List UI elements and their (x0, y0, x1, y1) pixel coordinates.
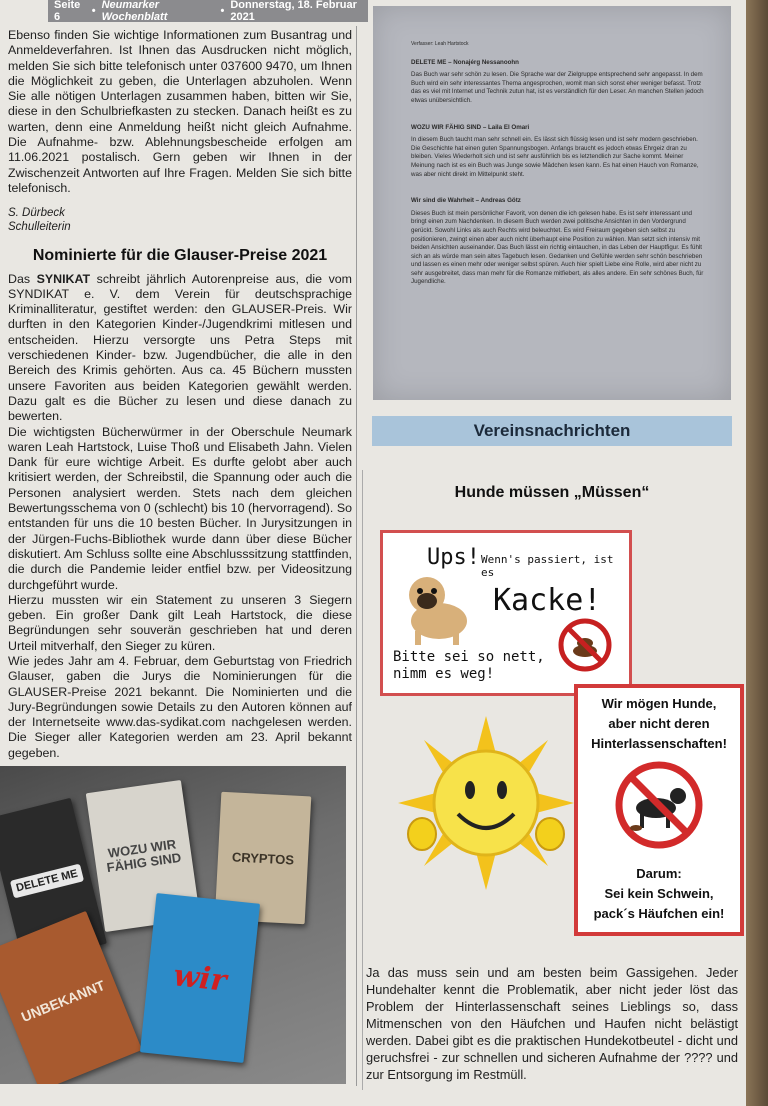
dog-article-body: Ja das muss sein und am besten beim Gassigehen. Jeder Hundehalter kennt die Problematik, aber nicht jeder löst das Problem der Hinterlassenschaft seines Lieblings so, dass Mitmenschen von den Häufchen und Haufen nicht belästigt werden. Dabei gibt es die praktischen Hundekotbeutel - dicht und geruchsfrei - zur schnellen und sicheren Aufnahme der ???? und zur Entsorgung im Restmüll. (366, 965, 738, 1082)
article-text: Das (8, 271, 37, 286)
article-text: schreibt jährlich Autorenpreise aus, die vom SYNDIKAT e. V. dem Verein für deutschsprachige Kriminalliteratur, gestiftet werden: den GLAUSER-Preis. Wir durften in den Kategorien Kinder-/Jugendkrimi mitlesen und entscheiden. Hierzu versorgte uns Petra Steps mit verschiedenen Kinder- bzw. Jugendbücher, die alle in den Bereich des Krimis gehörten. Aus ca. 45 Büchern mussten unsere Favoriten aus beiden Kategorien gewählt werden. Dazu galt es die Bücher zu lesen und diese danach zu bewerten. (8, 271, 352, 424)
article-heading: Nominierte für die Glauser-Preise 2021 (32, 247, 328, 265)
book-title: UNBEKANNT (18, 976, 108, 1026)
page-number: Seite 6 (54, 0, 81, 23)
book-unbekannt (0, 911, 142, 1084)
column-divider (362, 470, 363, 1090)
section-bar: Vereinsnachrichten (372, 416, 732, 446)
pug-icon (395, 569, 483, 647)
books-photo (0, 766, 346, 1084)
signature-role: Schulleiterin (8, 221, 71, 234)
sign-line: Hinterlassenschaften! (591, 736, 727, 751)
signature (8, 206, 352, 234)
review-scan (373, 6, 731, 400)
header-separator: • (91, 5, 96, 17)
sign-line: Sei kein Schwein, (604, 886, 714, 901)
review-text: In diesem Buch taucht man sehr schnell ein. Es lässt sich flüssig lesen und ist sehr modern geschrieben. Die Geschichte hat einen guten Spannungsbogen. Anfangs braucht es jedoch etwas Ehrgeiz dran zu bleiben. Vieles Wiederholt sich und ist sehr ausführlich bis es letztendlich zur Sache kommt. Meiner Meinung nach ist es ein Buch was Junge sowie Mädchen lesen kann. Es hat einen Hauch von Romanze, was aber nicht direkt im Mittelpunkt steht. (411, 136, 699, 178)
review-heading: Wir sind die Wahrheit – Andreas Götz (411, 197, 521, 205)
review-heading: DELETE ME – Nonajérg Nessanoohn (411, 58, 519, 66)
scan-byline: Verfasser: Leah Hartstock (411, 41, 469, 47)
book-title: CRYPTOS (231, 848, 295, 868)
sign-bitte-line: Bitte sei so nett, (393, 649, 545, 665)
review-text: Dieses Buch ist mein persönlicher Favorit, von denen die ich gelesen habe. Es ist sehr interessant und bringt einen zum Nachdenken. In diesem Buch werden zwei politische Ansichten in den Vordergrund gerückt. Sowohl Links als auch Rechts wird beleuchtet. Es wird Freiraum gegeben sich selbst zu positionieren, zwingt einen aber auch nicht überhaupt eine Position zu wählen. Man setzt sich intensiv mit beiden Ansichten auseinander. Das Buch lässt ein richtig eintauchen, in das Leben der Hauptfigur. Es fühlt sich an als würde man sein altes Tagebuch lesen. Gedanken und Gefühle werden sehr schön beschrieben und lassen es einen mehr oder weniger selbst spüren. Auch hier spielt Liebe eine Rolle, wird aber nicht zu sehr ausgebreitet, dass man mehr für die Romanze mitfiebert, als alles andere. Ein sehr schönes Buch, für Jugendliche. (411, 209, 704, 286)
no-poop-icon (557, 617, 613, 673)
review-heading: WOZU WIR FÄHIG SIND – Laila El Omari (411, 123, 530, 131)
sign-bottom-text (578, 864, 740, 924)
newspaper-name: Neumarker Wochenblatt (101, 0, 168, 23)
sign-wenns-text: Wenn's passiert, ist es (481, 553, 614, 579)
sign-bitte-line: nimm es weg! (393, 666, 495, 682)
article-paragraph: Die wichtigsten Bücherwürmer in der Oberschule Neumark waren Leah Hartstock, Luise Thoß und Elisabeth Jahn. Vielen Dank für eure wichtige Arbeit. Es durfte gelobt aber auch kritisiert werden, der Schreibstil, die Spannung oder auch die Personen analysiert werden. Stets nach dem gleichen Bewertungsschema von 0 (schlecht) bis 10 (hervorragend). So entstanden für uns die 10 besten Bücher. In Jurysitzungen in der Jürgen-Fuchs-Bibliothek wurde dann über diese Bücher diskutiert. Am Schluss sollte eine Abschlusssitzung stattfinden, die durch die Pandemie leider entfiel bzw. per Videositzung durchgeführt wurde. (8, 424, 352, 592)
sign-ups-text: Ups! (427, 545, 480, 570)
no-dog-poop-sign (574, 684, 744, 936)
dog-article-title: Hunde müssen „Müssen“ (454, 484, 650, 501)
column-divider (356, 26, 357, 1086)
no-dog-icon (610, 760, 708, 850)
smiling-sun-icon (396, 714, 576, 892)
sign-top-text (578, 694, 740, 754)
header-separator: • (220, 5, 225, 17)
sign-line: aber nicht deren (608, 716, 710, 731)
sign-kacke-text: Kacke! (493, 583, 602, 618)
sign-line: Darum: (636, 866, 682, 881)
signature-name: S. Dürbeck (8, 207, 65, 220)
book-wir (140, 893, 260, 1063)
school-info-paragraph: Ebenso finden Sie wichtige Informationen zum Busantrag und Anmeldeverfahren. Ist Ihnen das Ausdrucken nicht möglich, melden Sie sich bitte telefonisch unter 037600 9470, um Ihnen die Möglichkeit zu geben, die Unterlagen abzuholen. Wenn Sie alle nötigen Unterlagen zusammen haben, bitten wir Sie, diese in den Schulbriefkasten zu stecken. Danach heißt es zu warten, denn eine Anmeldung heißt nicht gleich Aufnahme. Die Aufnahme- bzw. Ablehnungsbescheide erfolgen am 11.06.2021 postalisch. Gern geben wir Ihnen in der Zwischenzeit Antworten auf Ihre Fragen. Melden Sie sich bitte telefonisch. (8, 28, 352, 195)
page-header (48, 0, 368, 22)
left-column (8, 28, 352, 761)
issue-date: Donnerstag, 18. Februar 2021 (230, 0, 357, 23)
sign-line: Wir mögen Hunde, (601, 696, 717, 711)
pug-sign (380, 530, 632, 696)
book-title: WOZU WIR FÄHIG SIND (105, 836, 183, 876)
article-paragraph: Wie jedes Jahr am 4. Februar, dem Geburtstag von Friedrich Glauser, gaben die Jurys die Nominierungen für die GLAUSER-Preise 2021 bekannt. Die Nominierten und die Jury-Begründungen sowie Details zu den Autoren können auf der Internetseite www.das-sydikat.com nachgelesen werden. Die Sieger aller Kategorien werden am 23. April bekannt gegeben. (8, 653, 352, 760)
book-title: wir (171, 957, 229, 999)
article-paragraph (8, 272, 352, 425)
sign-line: pack´s Häufchen ein! (593, 906, 725, 921)
table-background (746, 0, 768, 1106)
review-text: Das Buch war sehr schön zu lesen. Die Sprache war der Zielgruppe entsprechend sehr angepasst. In dem Buch wird ein sehr interessantes Thema angesprochen, womit man sich sonst eher weniger befasst. Trotz das es viel mit Internet und Technik zutun hat, ist es verständlich für den Leser. An manchen Stellen jedoch etwas unübersichtlich. (411, 71, 704, 104)
right-column (366, 964, 738, 1083)
article-paragraph: Hierzu mussten wir ein Statement zu unseren 3 Siegern geben. Ein großer Dank gilt Leah Hartstock, die diese Begründungen sehr souverän geschrieben hat und deren Urteil mitverhalf, den Sieger zu küren. (8, 592, 352, 653)
synikat-name: SYNIKAT (36, 271, 91, 286)
sign-bitte-text (393, 649, 545, 683)
book-title: DELETE ME (9, 863, 84, 898)
